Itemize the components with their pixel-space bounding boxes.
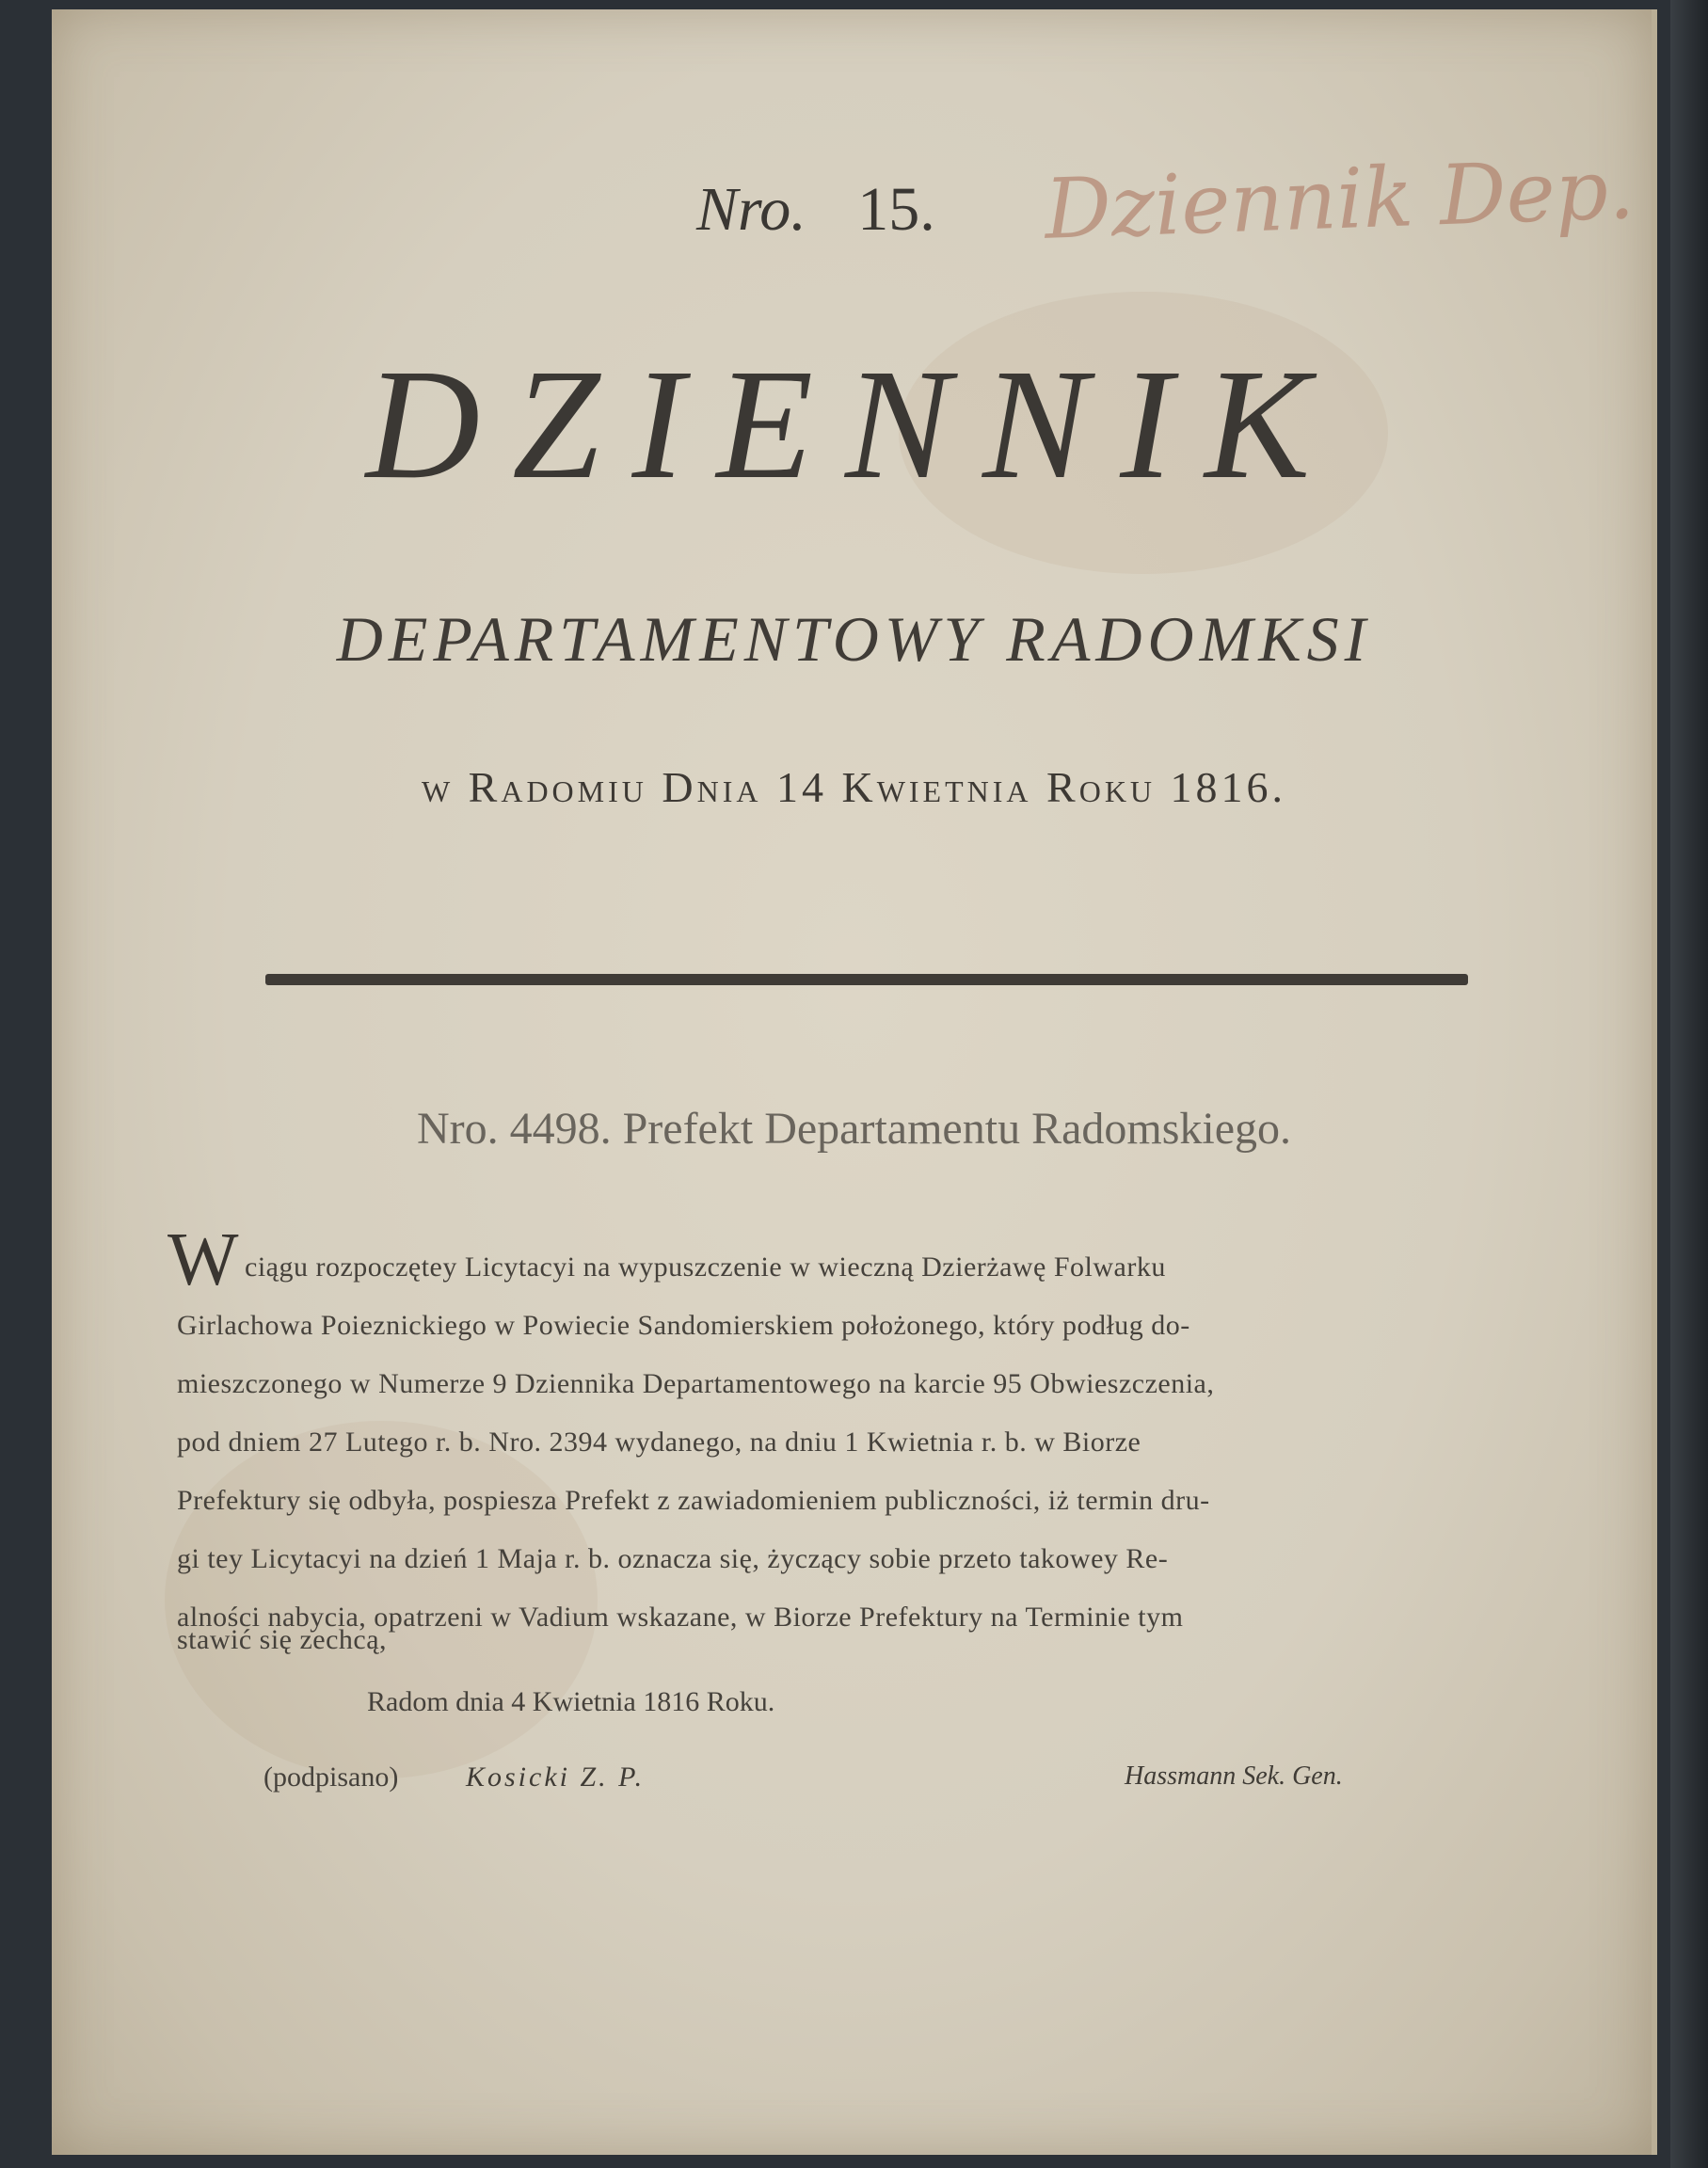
place-date: Radom dnia 4 Kwietnia 1816 Roku.: [367, 1686, 775, 1717]
body-line: alności nabycia, opatrzeni w Vadium wskazane, w Biorze Prefektury na Terminie tym: [177, 1602, 1184, 1633]
signatory-secretary: Hassmann Sek. Gen.: [1125, 1762, 1343, 1791]
signatory-prefect: Kosicki Z. P.: [466, 1762, 646, 1793]
issue-value: 15.: [857, 175, 935, 244]
body-line: stawić się zechcą,: [177, 1624, 388, 1655]
body-line: gi tey Licytacyi na dzień 1 Maja r. b. oznacza się, życzący sobie przeto takowey Re-: [177, 1543, 1169, 1574]
masthead-subtitle: DEPARTAMENTOWY RADOMKSI: [336, 603, 1372, 675]
body-line: pod dniem 27 Lutego r. b. Nro. 2394 wydanego, na dniu 1 Kwietnia r. b. w Biorze: [177, 1427, 1141, 1458]
article-heading: Nro. 4498. Prefekt Departamentu Radomskiego.: [416, 1104, 1292, 1154]
dateline: w Radomiu Dnia 14 Kwietnia Roku 1816.: [421, 763, 1287, 811]
horizontal-rule: [265, 974, 1468, 985]
masthead-title: DZIENNIK: [365, 337, 1343, 512]
issue-number: [696, 174, 935, 246]
binding-edge: [1670, 0, 1708, 2168]
body-line: mieszczonego w Numerze 9 Dziennika Departamentowego na karcie 95 Obwieszczenia,: [177, 1368, 1215, 1399]
signed-label: (podpisano): [263, 1762, 399, 1793]
body-line: ciągu rozpoczętey Licytacyi na wypuszczenie w wieczną Dzierżawę Folwarku: [245, 1251, 1166, 1283]
body-line: Girlachowa Poieznickiego w Powiecie Sandomierskiem położonego, który podług do-: [177, 1310, 1190, 1341]
issue-label: Nro.: [696, 175, 806, 244]
handwritten-annotation: Dziennik Dep.: [1043, 140, 1636, 258]
paper-page: [52, 9, 1657, 2155]
paper-stain: [165, 1421, 598, 1778]
body-line: Prefektury się odbyła, pospiesza Prefekt z zawiadomieniem publiczności, iż termin dru-: [177, 1485, 1210, 1516]
drop-cap: W: [168, 1219, 239, 1301]
